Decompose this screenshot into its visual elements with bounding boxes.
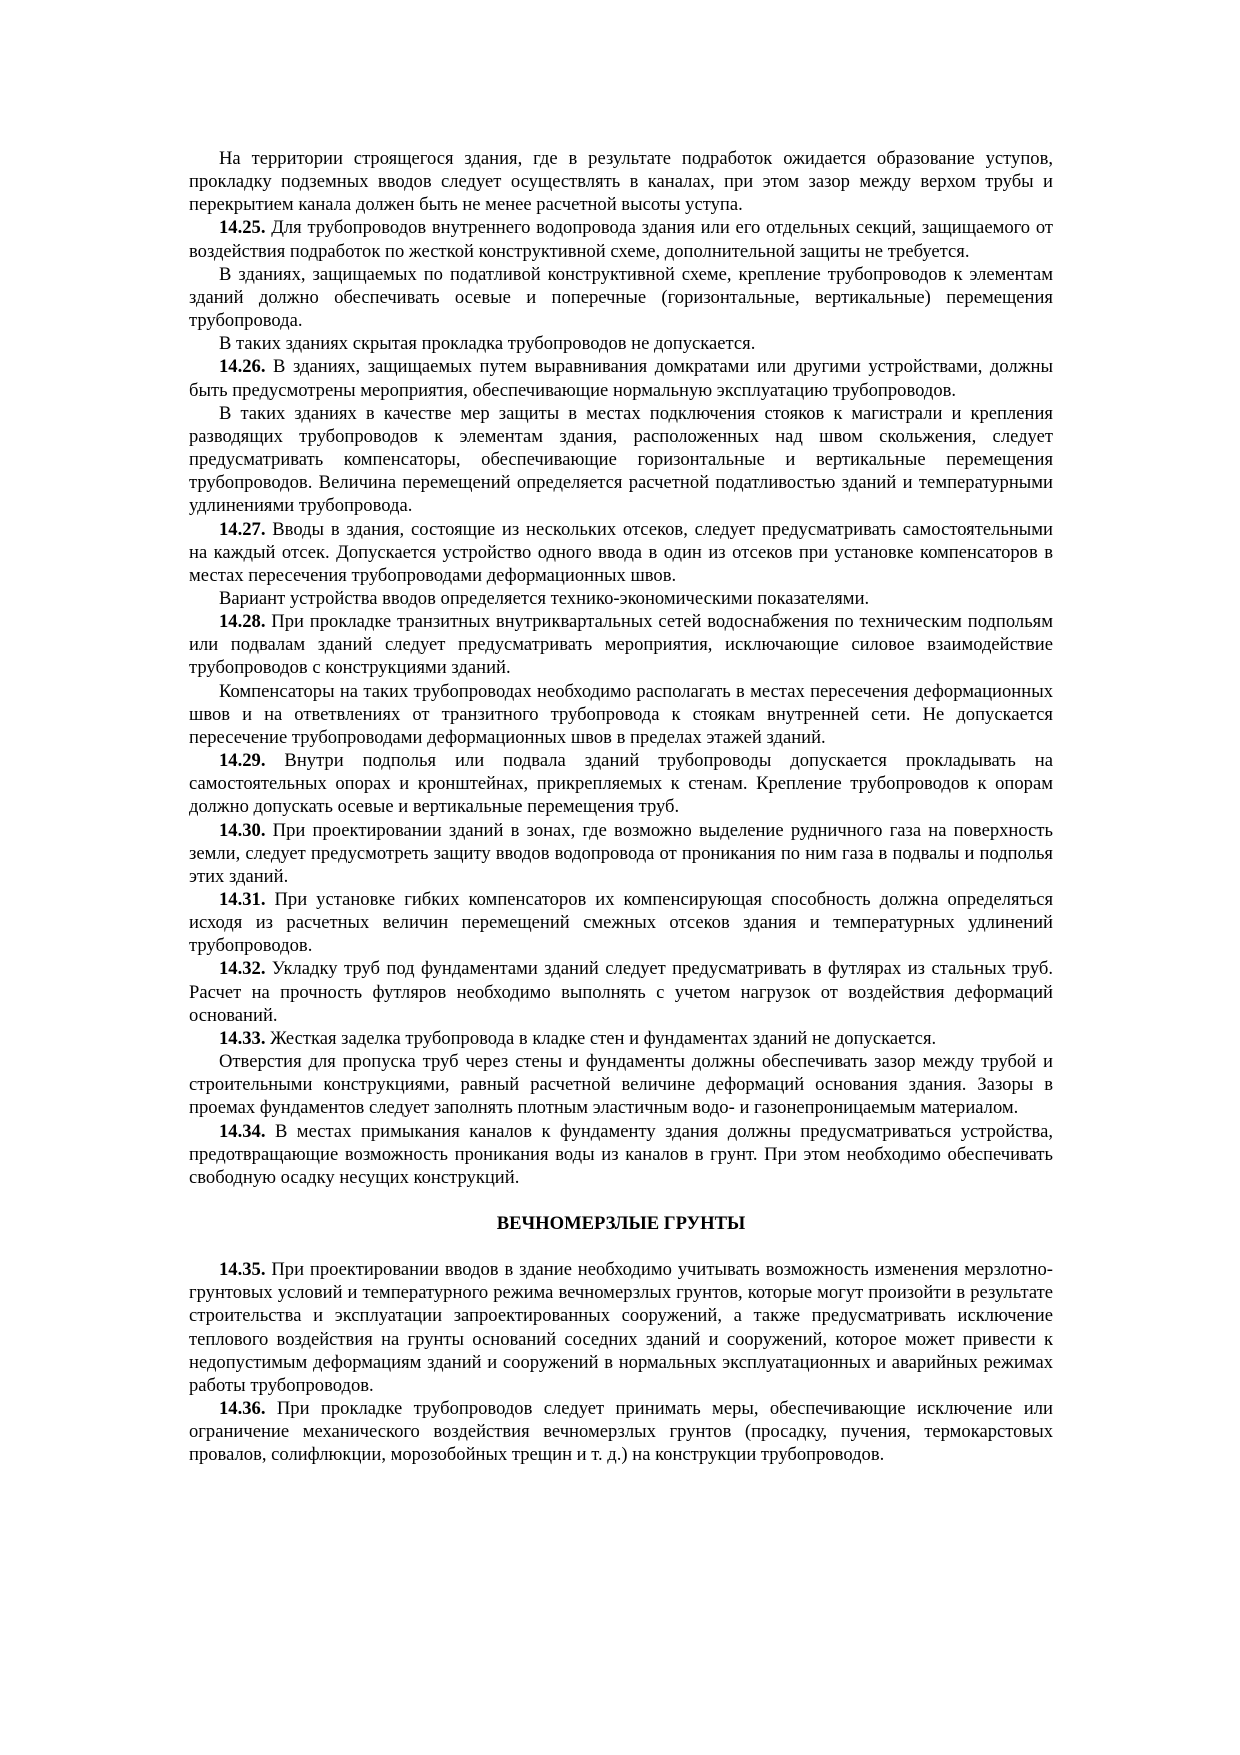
paragraph-text: Для трубопроводов внутреннего водопровода здания или его отдельных секций, защищаемого от воздействия подработок по жесткой конструктивной схеме, дополнительной защиты не требуется. — [189, 217, 1053, 262]
paragraph — [189, 402, 1053, 518]
section-number: 14.31. — [219, 889, 266, 910]
section-number: 14.36. — [219, 1397, 266, 1419]
paragraph — [189, 1050, 1053, 1119]
paragraph-text: Внутри подполья или подвала зданий трубопроводы допускается прокладывать на самостоятельных опорах и кронштейнах, прикрепляемых к стенам. Крепление трубопроводов к опорам должно допускать осевые и вертикальные перемещения труб. — [189, 750, 1053, 818]
section-number: 14.25. — [219, 217, 266, 239]
document-page — [189, 147, 1053, 1466]
paragraphs-after — [189, 1258, 1053, 1466]
paragraph-text: Компенсаторы на таких трубопроводах необходимо располагать в местах пересечения деформационных швов и на ответвлениях от транзитного трубопровода к стоякам внутренней сети. Не допускается пересечение трубопроводами деформационных швов в пределах этажей зданий. — [189, 680, 1053, 748]
section-number: 14.29. — [219, 750, 266, 772]
paragraphs-before — [189, 147, 1053, 1189]
paragraph-text: В таких зданиях скрытая прокладка трубопроводов не допускается. — [219, 333, 756, 355]
paragraph — [189, 749, 1053, 818]
paragraph-text: На территории строящегося здания, где в результате подработок ожидается образование уступов, прокладку подземных вводов следует осуществлять в каналах, при этом зазор между верхом трубы и перекрытием канала должен быть не менее расчетной высоты уступа. — [189, 148, 1053, 216]
paragraph — [189, 518, 1053, 587]
paragraph-text: При прокладке трубопроводов следует принимать меры, обеспечивающие исключение или ограничение механического воздействия вечномерзлых грунтов (просадку, пучения, термокарстовых провалов, солифлюкции, морозобойных трещин и т. д.) на конструкции трубопроводов. — [189, 1397, 1053, 1466]
paragraph — [189, 147, 1053, 216]
paragraph-text: При проектировании вводов в здание необходимо учитывать возможность изменения мерзлотно-грунтовых условий и температурного режима вечномерзлых грунтов, которые могут произойти в результате строительства и эксплуатации запроектированных сооружений, а также предусматривать исключение теплового воздействия на грунты оснований соседних зданий и сооружений, которое может привести к недопустимым деформациям зданий и сооружений в нормальных эксплуатационных и аварийных режимах работы трубопроводов. — [189, 1259, 1053, 1396]
paragraph — [189, 216, 1053, 262]
paragraph — [189, 957, 1053, 1026]
paragraph-text: Жесткая заделка трубопровода в кладке стен и фундаментах зданий не допускается. — [265, 1027, 937, 1049]
paragraph-text: В таких зданиях в качестве мер защиты в местах подключения стояков к магистрали и крепления разводящих трубопроводов к элементам здания, расположенных над швом скольжения, следует предусматривать компенсаторы, обеспечивающие горизонтальные и вертикальные перемещения трубопроводов. Величина перемещений определяется расчетной податливостью зданий и температурными удлинениями трубопровода. — [189, 402, 1053, 517]
paragraph — [189, 680, 1053, 749]
paragraph — [189, 1120, 1053, 1189]
paragraph — [189, 888, 1053, 957]
paragraph-text: При проектировании зданий в зонах, где возможно выделение рудничного газа на поверхность земли, следует предусмотреть защиту вводов водопровода от проникания по ним газа в подвалы и подполья этих зданий. — [189, 819, 1053, 887]
section-number: 14.32. — [219, 958, 266, 980]
paragraph — [189, 819, 1053, 888]
paragraph-text: В зданиях, защищаемых путем выравнивания домкратами или другими устройствами, должны быть предусмотрены мероприятия, обеспечивающие нормальную эксплуатацию трубопроводов. — [189, 356, 1053, 401]
paragraph-text: Вариант устройства вводов определяется технико-экономическими показателями. — [219, 587, 870, 609]
paragraph-text: При установке гибких компенсаторов их компенсирующая способность должна определяться исходя из расчетных величин перемещений смежных отсеков здания и температурных удлинений трубопроводов. — [189, 889, 1053, 957]
section-number: 14.28. — [219, 611, 266, 633]
paragraph — [189, 1027, 1053, 1050]
section-number: 14.33. — [219, 1027, 266, 1049]
paragraph — [189, 355, 1053, 401]
paragraph — [189, 1397, 1053, 1466]
paragraph-text: Вводы в здания, состоящие из нескольких отсеков, следует предусматривать самостоятельными на каждый отсек. Допускается устройство одного ввода в один из отсеков при установке компенсаторов в местах пересечения трубопроводами деформационных швов. — [189, 518, 1053, 586]
section-heading: ВЕЧНОМЕРЗЛЫЕ ГРУНТЫ — [496, 1213, 746, 1235]
paragraph-text: При прокладке транзитных внутриквартальных сетей водоснабжения по техническим подпольям или подвалам зданий следует предусматривать мероприятия, исключающие силовое взаимодействие трубопроводов с конструкциями зданий. — [189, 611, 1053, 679]
paragraph — [189, 332, 1053, 355]
section-number: 14.26. — [219, 356, 266, 378]
paragraph-text: В зданиях, защищаемых по податливой конструктивной схеме, крепление трубопроводов к элементам зданий должно обеспечивать осевые и поперечные (горизонтальные, вертикальные) перемещения трубопровода. — [189, 263, 1053, 332]
section-number: 14.27. — [219, 518, 266, 540]
section-number: 14.35. — [219, 1259, 266, 1281]
section-number: 14.34. — [219, 1120, 266, 1142]
paragraph-text: Укладку труб под фундаментами зданий следует предусматривать в футлярах из стальных труб. Расчет на прочность футляров необходимо выполнять с учетом нагрузок от воздействия деформаций оснований. — [189, 958, 1053, 1026]
paragraph — [189, 610, 1053, 679]
paragraph — [189, 263, 1053, 332]
paragraph-text: Отверстия для пропуска труб через стены и фундаменты должны обеспечивать зазор между трубой и строительными конструкциями, равный расчетной величине деформаций основания здания. Зазоры в проемах фундаментов следует заполнять плотным эластичным водо- и газонепроницаемым материалом. — [189, 1051, 1053, 1119]
paragraph-text: В местах примыкания каналов к фундаменту здания должны предусматриваться устройства, предотвращающие возможность проникания воды из каналов в грунт. При этом необходимо обеспечивать свободную осадку несущих конструкций. — [189, 1120, 1053, 1188]
section-number: 14.30. — [219, 819, 266, 841]
paragraph — [189, 1258, 1053, 1397]
paragraph — [189, 587, 1053, 610]
